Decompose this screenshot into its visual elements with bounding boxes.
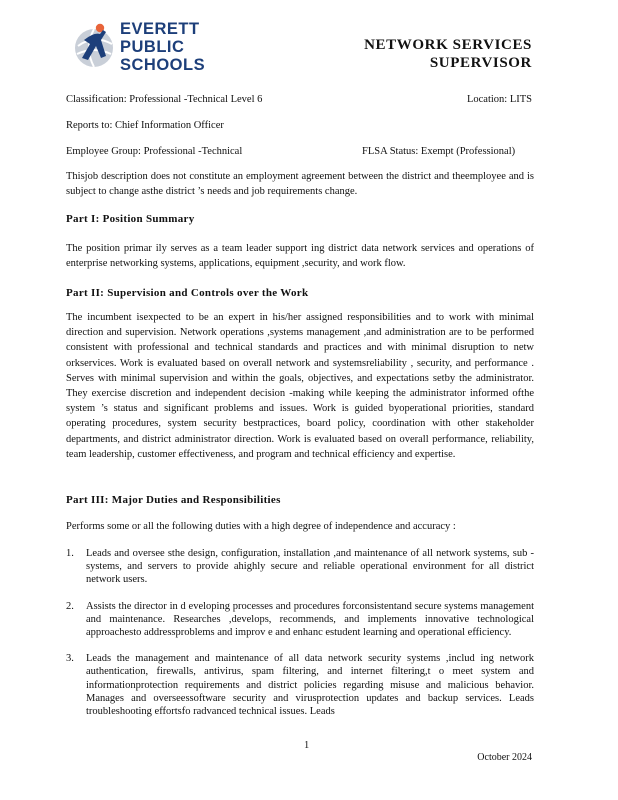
part1-text: The position primar ily serves as a team leader support ing district data network services and operations of enterprise networking systems, applications, equipment ,security, and work flow. [66,243,534,269]
part2-heading: Part II: Supervision and Controls over the Work [66,287,309,299]
logo-line-2: PUBLIC [120,38,185,56]
duty-item [66,547,534,587]
duty-number: 3. [66,653,74,665]
duties-list [66,547,534,731]
duty-number: 2. [66,600,74,612]
job-title-line-2: SUPERVISOR [429,55,532,71]
everett-public-schools-logo [70,16,230,80]
disclaimer-paragraph: Thisjob description does not constitute an employment agreement between the district and theemployee and is subject to change asthe district ’s needs and job requirements change. [66,171,534,197]
flsa-status: FLSA Status: Exempt (Professional) [362,146,516,157]
globe-figure-icon [70,16,122,76]
reports-to: Reports to: Chief Information Officer [66,120,224,131]
job-title-line-1: NETWORK SERVICES [364,37,532,53]
page-number: 1 [304,740,310,751]
logo-line-1: EVERETT [120,20,200,38]
duty-item [66,652,534,718]
employee-group: Employee Group: Professional -Technical [66,146,243,157]
duty-number: 1. [66,548,74,559]
revision-date: October 2024 [477,752,532,763]
part3-intro: Performs some or all the following duties with a high degree of independence and accuracy : [66,521,456,532]
logo-line-3: SCHOOLS [120,56,206,74]
job-title [364,36,532,72]
part3-heading: Part III: Major Duties and Responsibilities [66,494,281,506]
location: Location: LITS [466,94,532,105]
duty-text: Assists the director in d eveloping processes and procedures forconsistentand secure systems management and maintenance. Researches ,develops, recommends, and implements innovative technological approachesto addressproblems and improv e and enhanc estudent learning and operational efficiency. [86,600,534,639]
part2-text: The incumbent isexpected to be an expert in his/her assigned responsibilities and to work with minimal direction and supervision. Network operations ,systems management ,and administration are to be performed consistent with professional and technical standards and practices and with minimal disruption to netw orkservices. Work is evaluated based on overall network and systemsreliability , security, and performance . Serves with minimal supervision and within the goals, objectives, and expectations setby the administrator. They exercise discretion and independent decision -making while keeping the administrator informed ofthe system ’s status and significant problems and issues. Work is guided byoperational priorities, standard operating procedures, system security bestpractices, board policy, coordination with other stakeholder departments, and district administrator direction. Work is evaluated based on overall performance, reliability, team leadership, customer effectiveness, and program and technical efficiency and expertise. [66,312,534,460]
duty-text: Leads and oversee sthe design, configuration, installation ,and maintenance of all network systems, sub -systems, and servers to provide ahighly secure and reliable operational environment for all district network users. [86,548,534,586]
duty-text: Leads the management and maintenance of all data network security systems ,includ ing network authentication, firewalls, antivirus, spam filtering, and internet filtering,t o meet system and informationprotection requirements and district policies regarding misuse and malicious behavior. Manages and overseessoftware security and virusprotection updates and backup services. Leads troubleshooting effortsfo radvanced technical issues. Leads [86,653,534,718]
duty-item [66,600,534,640]
logo-wordmark [120,20,205,74]
classification: Classification: Professional -Technical Level 6 [66,94,263,105]
part1-heading: Part I: Position Summary [66,213,195,225]
